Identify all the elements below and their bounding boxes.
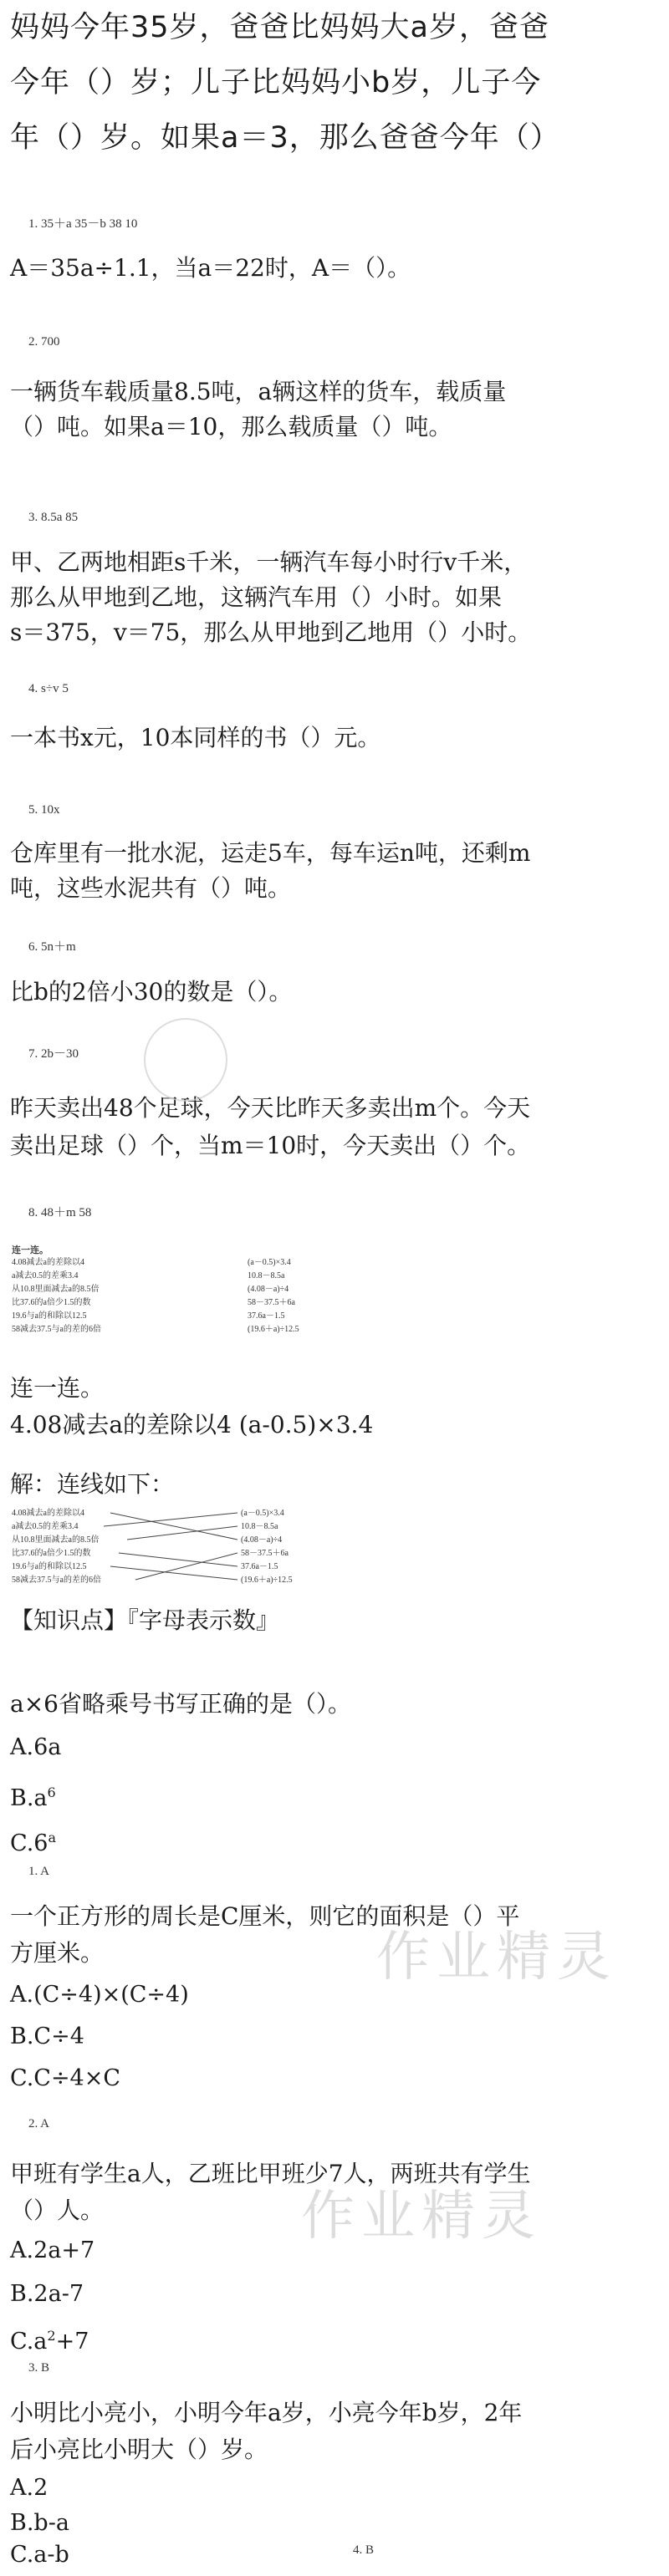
question-7-line-1: 昨天卖出48个足球，今天比昨天多卖出m个。今天 [10, 1094, 531, 1122]
solution-left-4: 比37.6的a倍少1.5的数 [12, 1549, 91, 1558]
mc-question-2-line-2: 方厘米。 [10, 1939, 105, 1967]
intro-line-1: 妈妈今年35岁，爸爸比妈妈大a岁，爸爸 [10, 11, 549, 44]
link-line-2 [104, 1513, 237, 1526]
mc3-option-a: A.2a+7 [10, 2237, 95, 2263]
mc4-option-c: C.a-b [10, 2542, 69, 2568]
mc1-option-b-base: B.a [10, 1785, 48, 1811]
mc1-option-b [10, 1772, 659, 1820]
solution-right-5: 37.6a－1.5 [241, 1562, 278, 1571]
watermark-stamp-icon [144, 1018, 227, 1102]
mc-question-3-line-2: （）人。 [10, 2197, 105, 2224]
figure-left-5: 19.6与a的和除以12.5 [12, 1311, 87, 1321]
solution-right-6: (19.6＋a)÷12.5 [241, 1576, 293, 1585]
watermark-2: 作业精灵 [301, 2186, 542, 2248]
figure-left-1: 4.08减去a的差除以4 [12, 1258, 84, 1267]
question-4: 一本书x元，10本同样的书（）元。 [10, 724, 381, 751]
question-2-line-1: 一辆货车载质量8.5吨，a辆这样的货车，载质量 [10, 378, 507, 405]
mc-answer-4: 4. B [353, 2543, 375, 2557]
match-first-item: 4.08减去a的差除以4 (a-0.5)×3.4 [10, 1411, 374, 1438]
mc1-option-b-exponent: 6 [47, 1784, 56, 1800]
answer-4: 4. s÷v 5 [28, 682, 69, 695]
mc-answer-3: 3. B [28, 2361, 50, 2375]
mc3-option-b: B.2a-7 [10, 2281, 84, 2307]
question-7-line-2: 卖出足球（）个，当m＝10时，今天卖出（）个。 [10, 1132, 531, 1159]
mc-question-4-line-1: 小明比小亮小，小明今年a岁，小亮今年b岁，2年 [10, 2399, 523, 2426]
link-line-4 [119, 1553, 237, 1566]
knowledge-point: 【知识点】『字母表示数』 [10, 1606, 280, 1634]
link-line-1 [110, 1513, 237, 1540]
mc3-option-c [10, 2315, 659, 2363]
figure-right-6: (19.6＋a)÷12.5 [248, 1325, 299, 1334]
figure-right-2: 10.8－8.5a [248, 1271, 285, 1280]
solution-left-5: 19.6与a的和除以12.5 [12, 1562, 87, 1571]
figure-left-4: 比37.6的a倍少1.5的数 [12, 1298, 91, 1307]
mc-question-3-line-1: 甲班有学生a人，乙班比甲班少7人，两班共有学生 [10, 2160, 531, 2187]
mc1-option-c [10, 1817, 659, 1865]
solution-left-1: 4.08减去a的差除以4 [12, 1509, 84, 1518]
mc3-option-c-base: C.a [10, 2329, 48, 2355]
match-title: 连一连。 [10, 1374, 105, 1402]
link-line-5 [110, 1566, 237, 1580]
question-1: A＝35a÷1.1，当a＝22时，A＝（）。 [10, 254, 411, 282]
mc-question-4-line-2: 后小亮比小明大（）岁。 [10, 2436, 268, 2463]
figure-title: 连一连。 [12, 1245, 49, 1255]
figure-left-2: a减去0.5的差乘3.4 [12, 1271, 79, 1280]
solution-left-2: a减去0.5的差乘3.4 [12, 1522, 79, 1531]
answer-2: 2. 700 [28, 335, 60, 349]
figure-right-5: 37.6a－1.5 [248, 1311, 285, 1321]
solution-right-1: (a－0.5)×3.4 [241, 1509, 284, 1518]
mc-answer-1: 1. A [28, 1865, 50, 1878]
question-3-line-2: 那么从甲地到乙地，这辆汽车用（）小时。如果 [10, 583, 503, 611]
mc2-option-b: B.C÷4 [10, 2024, 84, 2049]
mc-question-2-line-1: 一个正方形的周长是C厘米，则它的面积是（）平 [10, 1902, 520, 1930]
solution-left-3: 从10.8里面减去a的8.5倍 [12, 1535, 100, 1545]
watermark-1: 作业精灵 [376, 1927, 617, 1988]
intro-line-2: 今年（）岁；儿子比妈妈小b岁，儿子今 [10, 66, 542, 99]
answer-5: 5. 10x [28, 803, 60, 817]
figure-right-1: (a－0.5)×3.4 [248, 1258, 291, 1267]
match-figure-question [12, 1245, 313, 1346]
mc4-option-a: A.2 [10, 2475, 49, 2501]
figure-left-3: 从10.8里面减去a的8.5倍 [12, 1285, 100, 1294]
solution-right-2: 10.8－8.5a [241, 1522, 278, 1531]
solution-left-6: 58减去37.5与a的差的6倍 [12, 1576, 101, 1585]
mc4-option-b: B.b-a [10, 2510, 69, 2536]
mc-answer-2: 2. A [28, 2117, 50, 2131]
answer-7: 7. 2b－30 [28, 1047, 79, 1061]
mc3-option-c-tail: +7 [55, 2329, 89, 2355]
solution-right-4: 58－37.5＋6a [241, 1549, 289, 1558]
figure-right-3: (4.08－a)÷4 [248, 1285, 289, 1294]
intro-line-3: 年（）岁。如果a＝3，那么爸爸今年（） [10, 121, 560, 155]
mc2-option-c: C.C÷4×C [10, 2065, 121, 2091]
answer-1: 1. 35＋a 35－b 38 10 [28, 217, 138, 231]
question-5-line-1: 仓库里有一批水泥，运走5车，每车运n吨，还剩m [10, 839, 531, 867]
mc3-option-c-exponent: 2 [47, 2328, 56, 2344]
solution-label: 解：连线如下： [10, 1470, 175, 1498]
mc1-option-c-base: C.6 [10, 1830, 49, 1856]
mc1-option-c-exponent: a [48, 1830, 57, 1845]
question-6: 比b的2倍小30的数是（）。 [10, 978, 293, 1005]
question-2-line-2: （）吨。如果a＝10，那么载质量（）吨。 [10, 413, 452, 440]
answer-8: 8. 48＋m 58 [28, 1206, 92, 1219]
answer-6: 6. 5n＋m [28, 940, 76, 954]
question-5-line-2: 吨，这些水泥共有（）吨。 [10, 874, 292, 902]
figure-right-4: 58－37.5＋6a [248, 1298, 295, 1307]
question-3-line-1: 甲、乙两地相距s千米，一辆汽车每小时行v千米， [10, 548, 528, 576]
answer-3: 3. 8.5a 85 [28, 511, 79, 524]
mc1-option-a: A.6a [10, 1734, 62, 1760]
question-3-line-3: s＝375，v＝75，那么从甲地到乙地用（）小时。 [10, 619, 532, 646]
figure-left-6: 58减去37.5与a的差的6倍 [12, 1325, 101, 1334]
solution-right-3: (4.08－a)÷4 [241, 1535, 283, 1545]
match-figure-solution [12, 1508, 329, 1600]
mc2-option-a: A.(C÷4)×(C÷4) [10, 1982, 189, 2008]
mc-question-1: a×6省略乘号书写正确的是（）。 [10, 1690, 351, 1718]
